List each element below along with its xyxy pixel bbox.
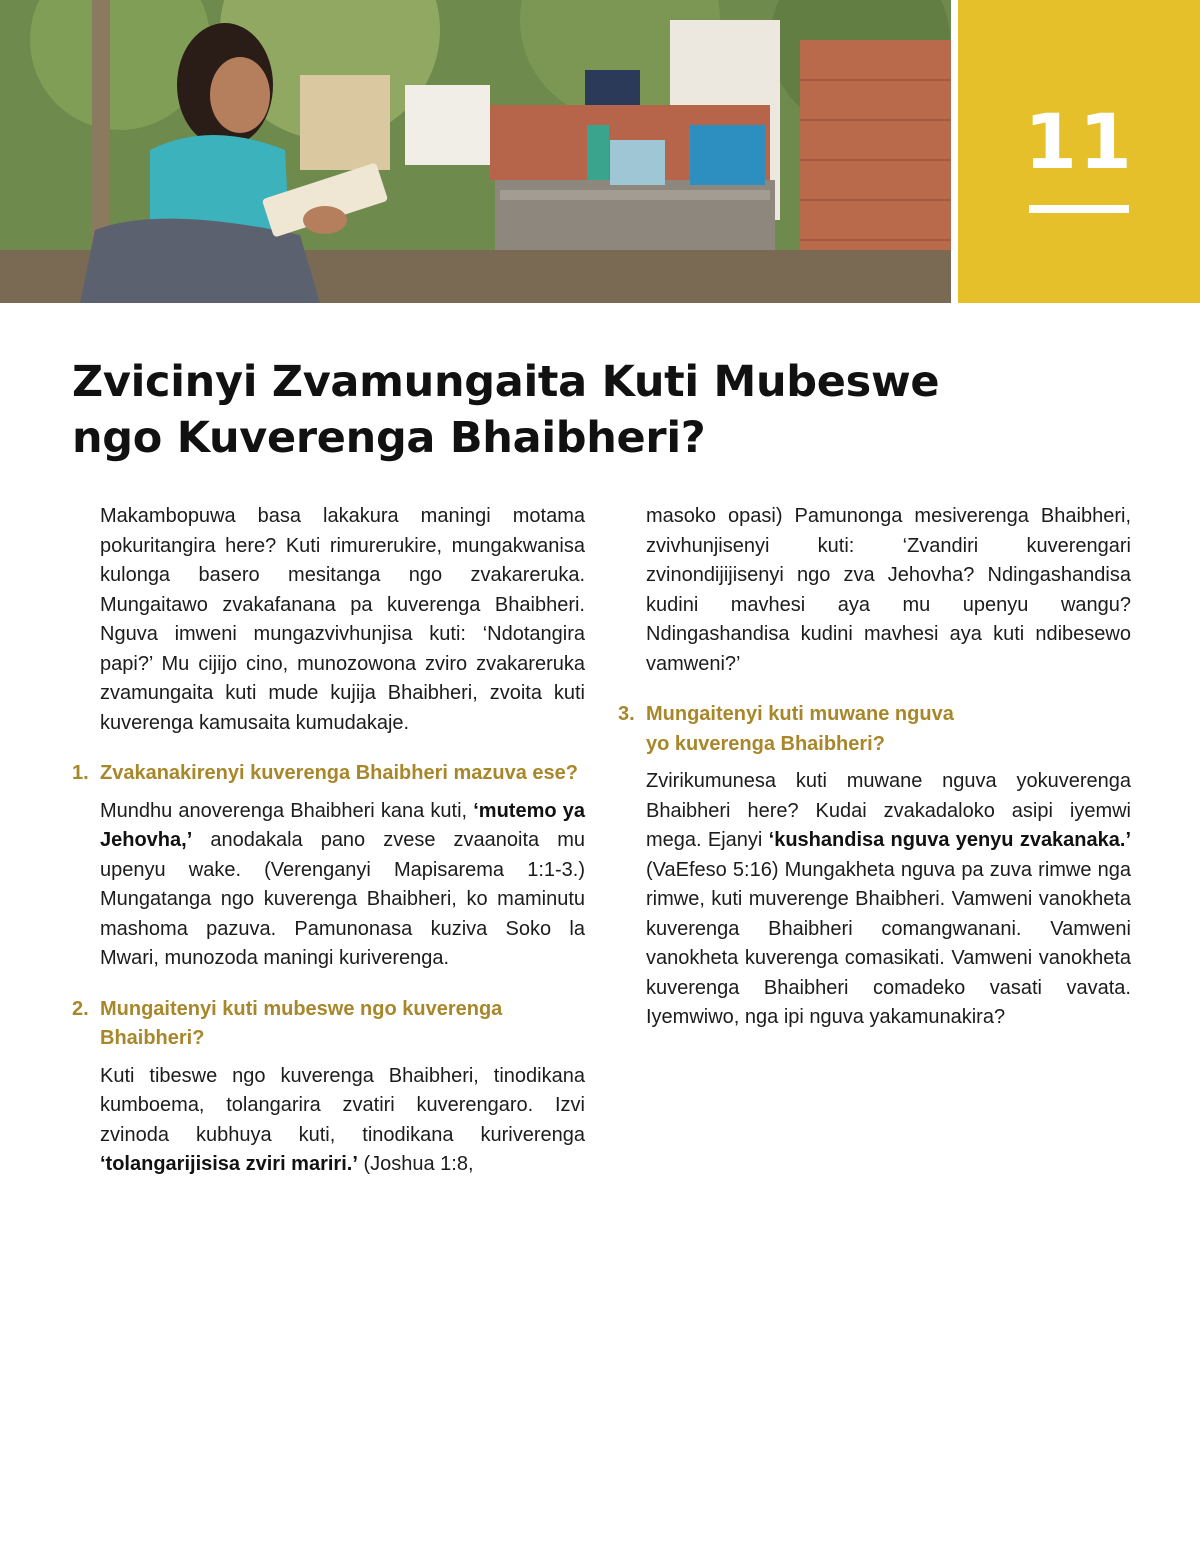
hero-photo [0,0,951,303]
answer-paragraph-2-part-1: Kuti tibeswe ngo kuverenga Bhaibheri, tinodikana kumboema, tolangarira zvatiri kuverengaro. Izvi zvinoda kubhuya kuti, tinodikana kuriverenga ‘tolangarijisisa zviri mariri.’ (Joshua 1:8, [100,1064,585,1175]
question-heading-1 [72,759,585,789]
scripture-emphasis: ‘kushandisa nguva yenyu zvakanaka.’ [768,829,1132,851]
chapter-number: 11 [1024,97,1134,186]
answer-paragraph-2-part-2: masoko opasi) Pamunonga mesiverenga Bhaibheri, zvivhunjisenyi kuti: ‘Zvandiri kuverengari zvinondijijisenyi ngo zva Jehovha? Ndingashandisa kudini mavhesi aya mu upenyu wangu? Ndingashandisa kudini mavhesi aya kuti ndibesewo vamweni?’ [646,505,1131,675]
intro-paragraph: Makambopuwa basa lakakura maningi motama pokuritangira here? Kuti rimurerukire, mungakwanisa kulonga basero mesitanga ngo zvakareruka. Mungaitawo zvakafanana pa kuverenga Bhaibheri. Nguva imweni mungazvivhunjisa kuti: ‘Ndotangira papi?’ Mu cijijo cino, munozowona zviro zvakareruka zvamungaita kuti mude kujija Bhaibheri, zvoita kuti kuverenga kamusaita kumudakaje. [100,505,585,734]
scripture-emphasis: ‘tolangarijisisa zviri mariri.’ [100,1153,358,1175]
question-number: 1. [72,762,89,784]
question-text-line-2: yo kuverenga Bhaibheri? [646,732,885,755]
chapter-badge [958,0,1200,303]
question-text: Zvakanakirenyi kuverenga Bhaibheri mazuva ese? [100,762,578,784]
question-number: 2. [72,997,89,1020]
answer-paragraph-1: Mundhu anoverenga Bhaibheri kana kuti, ‘mutemo ya Jehovha,’ anodakala pano zvese zvaanoita mu upenyu wake. (Verenganyi Mapisarema 1:1-3.) Mungatanga ngo kuverenga Bhaibheri, ko maminutu mashoma pazuva. Pamunonasa kuziva Soko la Mwari, munozoda maningi kuriverenga. [100,799,585,969]
left-column [72,502,585,1180]
answer-paragraph-2-continued: (Joshua 1:8, [363,1153,474,1175]
title-line-2: ngo Kuverenga Bhaibheri? [72,413,706,463]
question-text: Mungaitenyi kuti mubeswe ngo kuverenga Bhaibheri? [100,997,503,1049]
question-number: 3. [618,703,635,725]
title-line-1: Zvicinyi Zvamungaita Kuti Mubeswe [72,357,940,407]
page-title [72,354,1072,466]
question-heading-3 [618,700,1131,759]
answer-paragraph-3: Zvirikumunesa kuti muwane nguva yokuverenga Bhaibheri here? Kudai zvakadaloko asipi iyemwi mega. Ejanyi ‘kushandisa nguva yenyu zvakanaka.’ (VaEfeso 5:16) Mungakheta nguva pa zuva rimwe nga rimwe, kuti muverenge Bhaibheri. Vamweni vanokheta kuverenga Bhaibheri comangwanani. Vamweni vanokheta kuverenga comasikati. Vamweni vanokheta kuverenga Bhaibheri comadeko vasati vavata. Iyemwiwo, nga ipi nguva yakamunakira? [646,770,1132,1028]
chapter-underline [1029,205,1129,213]
right-column [618,502,1132,1033]
question-heading-2 [72,995,585,1054]
question-text-line-1: Mungaitenyi kuti muwane nguva [646,703,954,725]
woman-reading-illustration [0,0,951,303]
scripture-emphasis: ‘mutemo ya Jehovha,’ [100,799,585,851]
